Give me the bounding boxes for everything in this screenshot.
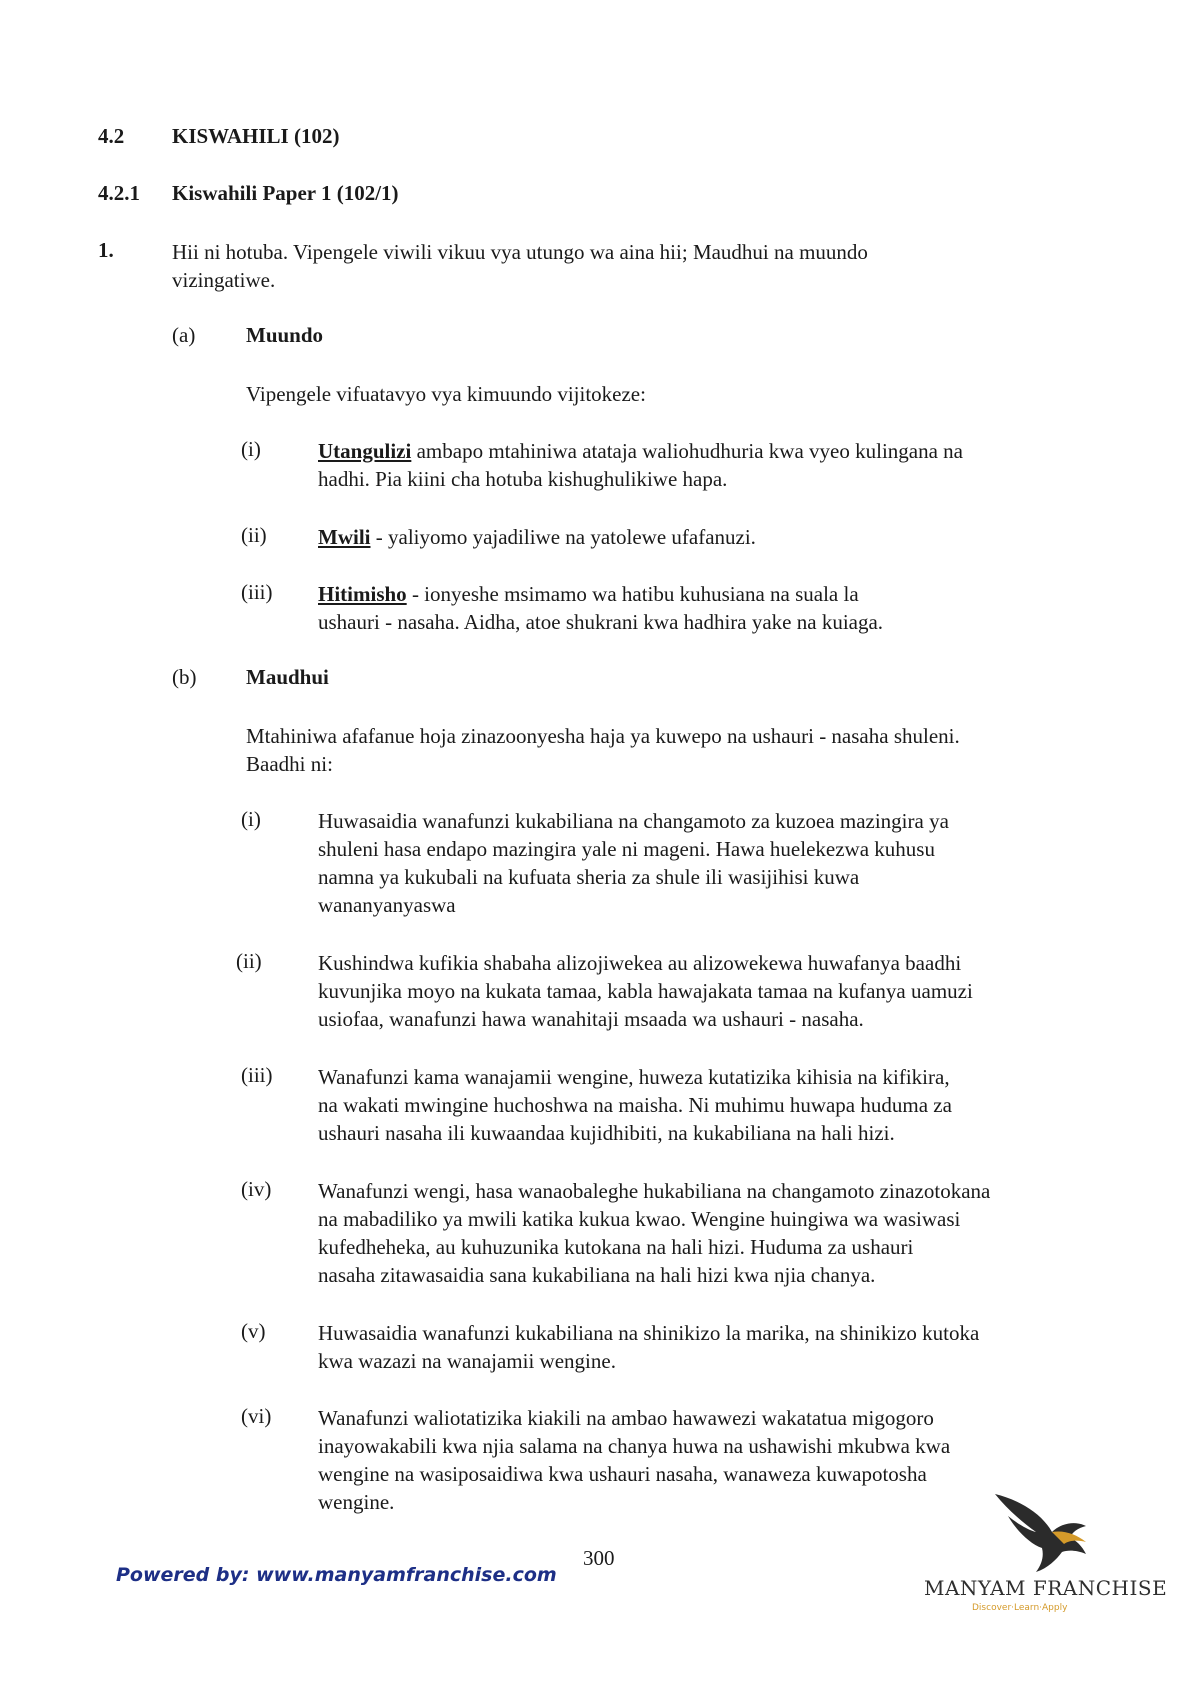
logo-name: MANYAM FRANCHISE — [924, 1576, 1168, 1600]
item-line: ushauri nasaha ili kuwaandaa kujidhibiti, na kukabiliana na hali hizi. — [318, 1121, 895, 1145]
subsection-number: 4.2.1 — [98, 181, 140, 205]
part-b-intro — [246, 722, 1106, 778]
item-text: hadhi. Pia kiini cha hotuba kishughulikiwe hapa. — [318, 467, 728, 491]
page-number: 300 — [583, 1546, 615, 1570]
item-text: ambapo mtahiniwa atataja waliohudhuria kwa vyeo kulingana na — [411, 439, 963, 463]
list-item — [318, 807, 1108, 919]
list-item-number: (iv) — [241, 1177, 272, 1201]
list-item — [318, 437, 1108, 493]
item-line: wananyanyaswa — [318, 893, 456, 917]
item-text: - yaliyomo yajadiliwe na yatolewe ufafanuzi. — [370, 525, 756, 549]
term-utangulizi: Utangulizi — [318, 439, 412, 463]
item-line: Wanafunzi waliotatizika kiakili na ambao hawawezi wakatatua migogoro — [318, 1406, 934, 1430]
item-line: na wakati mwingine huchoshwa na maisha. Ni muhimu huwapa huduma za — [318, 1093, 952, 1117]
item-line: wengine. — [318, 1490, 395, 1514]
term-hitimisho: Hitimisho — [318, 582, 407, 606]
item-line: Wanafunzi wengi, hasa wanaobaleghe hukabiliana na changamoto zinazotokana — [318, 1179, 991, 1203]
list-item-number: (vi) — [241, 1404, 272, 1428]
term-mwili: Mwili — [318, 525, 371, 549]
item-line: Huwasaidia wanafunzi kukabiliana na changamoto za kuzoea mazingira ya — [318, 809, 949, 833]
list-item-number: (ii) — [236, 949, 262, 973]
item-line: namna ya kukubali na kufuata sheria za shule ili wasijihisi kuwa — [318, 865, 860, 889]
item-line: na mabadiliko ya mwili katika kukua kwao. Wengine huingiwa wa wasiwasi — [318, 1207, 961, 1231]
section-title: KISWAHILI (102) — [172, 124, 340, 148]
part-a-intro: Vipengele vifuatavyo vya kimuundo vijitokeze: — [246, 382, 646, 406]
list-item — [318, 949, 1108, 1033]
subsection-title: Kiswahili Paper 1 (102/1) — [172, 181, 399, 205]
logo-tagline: Discover·Learn·Apply — [972, 1603, 1068, 1613]
intro-line: Mtahiniwa afafanue hoja zinazoonyesha haja ya kuwepo na ushauri - nasaha shuleni. — [246, 724, 960, 748]
list-item-number: (i) — [241, 807, 261, 831]
question-line: vizingatiwe. — [172, 268, 276, 292]
part-b-label: (b) — [172, 665, 197, 689]
item-line: Huwasaidia wanafunzi kukabiliana na shinikizo la marika, na shinikizo kutoka — [318, 1321, 980, 1345]
part-a-title: Muundo — [246, 323, 324, 347]
item-line: kuvunjika moyo na kukata tamaa, kabla hawajakata tamaa na kufanya uamuzi — [318, 979, 973, 1003]
list-item — [318, 1319, 1108, 1375]
item-text: - ionyeshe msimamo wa hatibu kuhusiana na suala la — [406, 582, 859, 606]
item-line: Kushindwa kufikia shabaha alizojiwekea au alizowekewa huwafanya baadhi — [318, 951, 962, 975]
list-item — [318, 523, 1108, 551]
item-text: ushauri - nasaha. Aidha, atoe shukrani kwa hadhira yake na kuiaga. — [318, 610, 884, 634]
item-line: inayowakabili kwa njia salama na chanya huwa na ushawishi mkubwa kwa — [318, 1434, 951, 1458]
list-item-number: (ii) — [241, 523, 267, 547]
list-item-number: (iii) — [241, 580, 273, 604]
eagle-logo-icon — [990, 1490, 1100, 1575]
powered-by-link[interactable]: Powered by: www.manyamfranchise.com — [116, 1564, 557, 1586]
intro-line: Baadhi ni: — [246, 752, 333, 776]
item-line: kwa wazazi na wanajamii wengine. — [318, 1349, 616, 1373]
list-item — [318, 1063, 1108, 1147]
item-line: shuleni hasa endapo mazingira yale ni mageni. Hawa huelekezwa kuhusu — [318, 837, 935, 861]
list-item-number: (v) — [241, 1319, 266, 1343]
list-item — [318, 580, 1108, 636]
item-line: kufedheheka, au kuhuzunika kutokana na hali hizi. Huduma za ushauri — [318, 1235, 914, 1259]
item-line: Wanafunzi kama wanajamii wengine, huweza kutatizika kihisia na kifikira, — [318, 1065, 950, 1089]
question-text — [172, 238, 868, 294]
item-line: usiofaa, wanafunzi hawa wanahitaji msaada wa ushauri - nasaha. — [318, 1007, 864, 1031]
item-line: wengine na wasiposaidiwa kwa ushauri nasaha, wanaweza kuwapotosha — [318, 1462, 927, 1486]
question-number: 1. — [98, 238, 114, 262]
item-line: nasaha zitawasaidia sana kukabiliana na hali hizi kwa njia chanya. — [318, 1263, 876, 1287]
question-line: Hii ni hotuba. Vipengele viwili vikuu vya utungo wa aina hii; Maudhui na muundo — [172, 240, 868, 264]
list-item-number: (iii) — [241, 1063, 273, 1087]
part-b-title: Maudhui — [246, 665, 329, 689]
list-item — [318, 1177, 1108, 1289]
section-number: 4.2 — [98, 124, 125, 148]
part-a-label: (a) — [172, 323, 196, 347]
list-item-number: (i) — [241, 437, 261, 461]
